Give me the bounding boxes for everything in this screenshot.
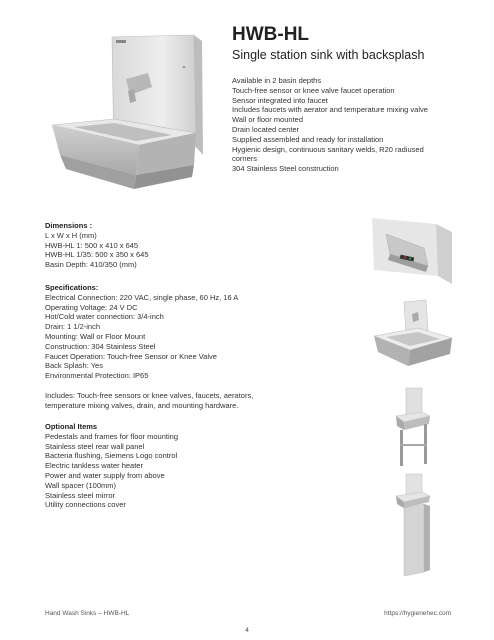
optional-item: Electric tankless water heater: [45, 461, 143, 471]
feature-item: Sensor integrated into faucet: [232, 95, 328, 105]
spec-line: Hot/Cold water connection: 3/4-inch: [45, 312, 164, 322]
optional-section: [45, 422, 345, 510]
product-title: HWB-HL: [232, 24, 310, 45]
footer-url: https://hygienehec.com: [384, 610, 451, 617]
feature-item: Supplied assembled and ready for installation: [232, 134, 384, 144]
optional-heading: Optional Items: [45, 422, 98, 431]
includes-line: Includes: Touch-free sensors or knee valves, faucets, aerators,: [45, 391, 254, 400]
specifications-section: [45, 283, 345, 381]
feature-item: Wall or floor mounted: [232, 115, 304, 125]
spec-line: Electrical Connection: 220 VAC, single phase, 60 Hz, 16 A: [45, 292, 239, 302]
basin-image: [366, 296, 458, 374]
faucet-closeup-image: [366, 214, 458, 286]
optional-item: Bacteria flushing, Siemens Logo control: [45, 451, 178, 461]
feature-item: corners: [232, 154, 258, 164]
footer-left-text: Hand Wash Sinks – HWB-HL: [45, 610, 130, 617]
optional-item: Pedestals and frames for floor mounting: [45, 431, 178, 441]
optional-item: Utility connections cover: [45, 500, 126, 510]
dimensions-line: L x W x H (mm): [45, 230, 97, 240]
pedestal-sink-image: [366, 470, 458, 580]
spec-line: Faucet Operation: Touch-free Sensor or Knee Valve: [45, 351, 217, 361]
feature-item: Includes faucets with aerator and temperature mixing valve: [232, 105, 428, 115]
spec-line: Environmental Protection: IP65: [45, 371, 149, 381]
spec-line: Back Splash: Yes: [45, 361, 103, 371]
feature-list: [232, 76, 482, 174]
spec-line: Construction: 304 Stainless Steel: [45, 341, 156, 351]
dimensions-line: HWB-HL 1: 500 x 410 x 645: [45, 240, 139, 250]
feature-item: Touch-free sensor or knee valve faucet operation: [232, 85, 395, 95]
feature-item: 304 Stainless Steel construction: [232, 164, 339, 174]
frame-mounted-sink-image: [366, 386, 458, 468]
sink-product-image: [44, 27, 220, 197]
spec-line: Operating Voltage: 24 V DC: [45, 302, 138, 312]
optional-item: Power and water supply from above: [45, 470, 165, 480]
dimensions-heading: Dimensions :: [45, 221, 93, 230]
page-number: 4: [245, 627, 249, 634]
spec-line: Drain: 1 1/2-inch: [45, 322, 101, 332]
includes-section: [45, 391, 345, 411]
includes-line: temperature mixing valves, drain, and mounting hardware.: [45, 400, 239, 410]
optional-item: Stainless steel rear wall panel: [45, 441, 145, 451]
spec-line: Mounting: Wall or Floor Mount: [45, 331, 146, 341]
dimensions-line: HWB-HL 1/35: 500 x 350 x 645: [45, 250, 149, 260]
product-subtitle: Single station sink with backsplash: [232, 48, 425, 62]
dimensions-section: [45, 221, 345, 270]
feature-item: Available in 2 basin depths: [232, 76, 322, 85]
feature-item: Drain located center: [232, 124, 300, 134]
feature-item: Hygienic design, continuous sanitary welds, R20 radiused: [232, 144, 424, 154]
dimensions-line: Basin Depth: 410/350 (mm): [45, 260, 137, 270]
optional-item: Wall spacer (100mm): [45, 480, 116, 490]
specifications-heading: Specifications:: [45, 283, 99, 292]
optional-item: Stainless steel mirror: [45, 490, 116, 500]
